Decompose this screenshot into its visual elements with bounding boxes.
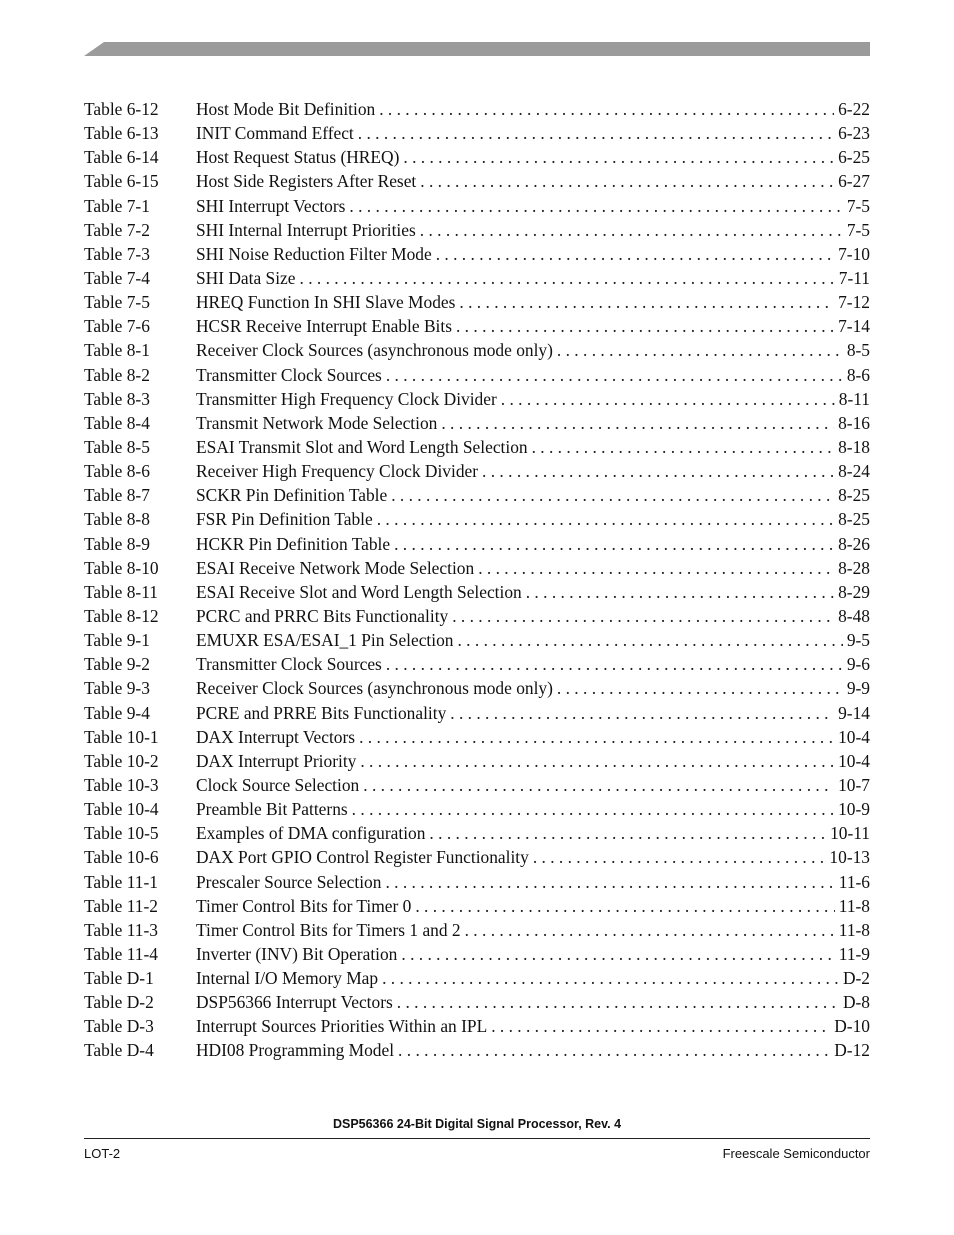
toc-page-number: 8-11 (838, 388, 870, 409)
footer-page-number: LOT-2 (84, 1146, 121, 1161)
toc-page-number: D-12 (834, 1040, 870, 1061)
toc-dot-leader (526, 580, 834, 604)
toc-page-number: 10-13 (829, 847, 870, 868)
toc-entry[interactable] (84, 290, 870, 314)
toc-page-number: D-8 (842, 992, 870, 1013)
toc-dot-leader (385, 870, 834, 894)
toc-entry[interactable] (84, 580, 870, 604)
toc-table-number: Table 9-3 (84, 678, 150, 699)
toc-dot-leader (420, 169, 834, 193)
toc-table-number: Table D-2 (84, 992, 154, 1013)
toc-page-number: 7-12 (838, 292, 870, 313)
toc-table-title: Timer Control Bits for Timer 0 (196, 895, 412, 916)
toc-entry[interactable] (84, 387, 870, 411)
toc-table-number: Table 8-1 (84, 340, 150, 361)
toc-table-title: DAX Port GPIO Control Register Functionality (196, 847, 529, 868)
toc-dot-leader (403, 145, 834, 169)
toc-page-number: 9-6 (846, 654, 870, 675)
toc-dot-leader (377, 507, 834, 531)
footer-company: Freescale Semiconductor (722, 1146, 870, 1161)
toc-entry[interactable] (84, 1038, 870, 1062)
toc-dot-leader (352, 797, 834, 821)
toc-page-number: 9-5 (846, 630, 870, 651)
toc-page-number: 7-10 (838, 243, 870, 264)
toc-page-number: 7-5 (846, 219, 870, 240)
toc-dot-leader (465, 918, 835, 942)
toc-table-title: Preamble Bit Patterns (196, 799, 348, 820)
toc-table-number: Table D-1 (84, 968, 154, 989)
toc-entry[interactable] (84, 121, 870, 145)
toc-dot-leader (456, 314, 834, 338)
toc-dot-leader (478, 556, 834, 580)
toc-dot-leader (533, 845, 826, 869)
toc-dot-leader (386, 363, 843, 387)
toc-page-number: 8-25 (838, 485, 870, 506)
toc-entry[interactable] (84, 652, 870, 676)
toc-dot-leader (349, 194, 842, 218)
toc-table-title: SHI Internal Interrupt Priorities (196, 219, 416, 240)
toc-table-number: Table 11-2 (84, 895, 158, 916)
toc-entry[interactable] (84, 363, 870, 387)
toc-dot-leader (450, 701, 834, 725)
toc-page-number: 8-29 (838, 581, 870, 602)
toc-dot-leader (394, 532, 834, 556)
toc-dot-leader (452, 604, 834, 628)
toc-table-number: Table 10-6 (84, 847, 159, 868)
toc-entry[interactable] (84, 725, 870, 749)
toc-dot-leader (557, 338, 843, 362)
toc-table-title: DAX Interrupt Priority (196, 750, 357, 771)
toc-table-number: Table 8-6 (84, 461, 150, 482)
toc-table-number: Table 8-12 (84, 605, 159, 626)
toc-page-number: 9-9 (846, 678, 870, 699)
toc-dot-leader (382, 966, 839, 990)
toc-page-number: 8-28 (838, 557, 870, 578)
toc-table-title: SHI Data Size (196, 267, 296, 288)
toc-entry[interactable] (84, 749, 870, 773)
toc-entry[interactable] (84, 966, 870, 990)
toc-page-number: 6-22 (838, 99, 870, 119)
toc-table-title: ESAI Receive Slot and Word Length Selection (196, 581, 522, 602)
toc-table-title: DSP56366 Interrupt Vectors (196, 992, 393, 1013)
toc-entry[interactable] (84, 194, 870, 218)
toc-table-number: Table 10-3 (84, 774, 159, 795)
toc-table-number: Table 10-1 (84, 726, 159, 747)
toc-page-number: 7-14 (838, 316, 870, 337)
toc-entry[interactable] (84, 918, 870, 942)
toc-table-title: DAX Interrupt Vectors (196, 726, 356, 747)
toc-table-title: Receiver Clock Sources (asynchronous mode only) (196, 678, 553, 699)
toc-table-number: Table 7-5 (84, 292, 150, 313)
toc-entry[interactable] (84, 266, 870, 290)
toc-entry[interactable] (84, 97, 870, 121)
toc-page-number: 6-23 (838, 123, 870, 144)
toc-entry[interactable] (84, 676, 870, 700)
toc-dot-leader (457, 628, 842, 652)
toc-dot-leader (363, 773, 834, 797)
toc-page-number: 10-7 (838, 774, 870, 795)
toc-table-title: Examples of DMA configuration (196, 823, 426, 844)
toc-table-title: SHI Noise Reduction Filter Mode (196, 243, 432, 264)
toc-table-title: Transmitter Clock Sources (196, 654, 382, 675)
toc-entry[interactable] (84, 507, 870, 531)
toc-page-number: 8-26 (838, 533, 870, 554)
toc-dot-leader (441, 411, 834, 435)
toc-table-number: Table 7-3 (84, 243, 150, 264)
toc-table-title: Host Mode Bit Definition (196, 99, 376, 119)
toc-page-number: 9-14 (838, 702, 870, 723)
toc-dot-leader (415, 894, 834, 918)
toc-entry[interactable] (84, 990, 870, 1014)
toc-table-number: Table 9-1 (84, 630, 150, 651)
toc-table-number: Table 6-13 (84, 123, 159, 144)
toc-table-number: Table D-3 (84, 1016, 154, 1037)
toc-table-title: ESAI Receive Network Mode Selection (196, 557, 475, 578)
toc-table-title: Receiver Clock Sources (asynchronous mode only) (196, 340, 553, 361)
toc-entry[interactable] (84, 821, 870, 845)
toc-table-number: Table 8-5 (84, 436, 150, 457)
toc-entry[interactable] (84, 411, 870, 435)
toc-dot-leader (491, 1014, 830, 1038)
toc-table-number: Table 8-3 (84, 388, 150, 409)
toc-table-number: Table 8-10 (84, 557, 159, 578)
toc-dot-leader (420, 218, 843, 242)
toc-table-number: Table D-4 (84, 1040, 154, 1061)
toc-table-title: HREQ Function In SHI Slave Modes (196, 292, 456, 313)
toc-dot-leader (532, 435, 835, 459)
toc-table-title: SHI Interrupt Vectors (196, 195, 346, 216)
toc-table-title: PCRC and PRRC Bits Functionality (196, 605, 449, 626)
toc-page-number: 8-18 (838, 436, 870, 457)
toc-dot-leader (397, 990, 839, 1014)
toc-entry[interactable] (84, 870, 870, 894)
toc-table-title: Transmitter High Frequency Clock Divider (196, 388, 497, 409)
toc-table-number: Table 8-4 (84, 412, 150, 433)
toc-dot-leader (429, 821, 826, 845)
toc-entry[interactable] (84, 556, 870, 580)
toc-dot-leader (300, 266, 835, 290)
toc-dot-leader (386, 652, 843, 676)
toc-entry[interactable] (84, 338, 870, 362)
toc-table-title: Transmit Network Mode Selection (196, 412, 438, 433)
toc-dot-leader (360, 749, 834, 773)
toc-entry[interactable] (84, 218, 870, 242)
toc-table-number: Table 11-4 (84, 943, 158, 964)
toc-table-title: Prescaler Source Selection (196, 871, 382, 892)
toc-table-number: Table 6-12 (84, 99, 159, 119)
toc-table-number: Table 8-11 (84, 581, 158, 602)
toc-table-title: Transmitter Clock Sources (196, 364, 382, 385)
toc-page-number: 8-16 (838, 412, 870, 433)
toc-page-number: 11-6 (838, 871, 870, 892)
toc-page-number: 8-24 (838, 461, 870, 482)
toc-page-number: 6-25 (838, 147, 870, 168)
toc-table-title: Receiver High Frequency Clock Divider (196, 461, 479, 482)
toc-table-number: Table 9-2 (84, 654, 150, 675)
toc-page-number: 7-5 (846, 195, 870, 216)
toc-page-number: 8-48 (838, 605, 870, 626)
list-of-tables (84, 97, 870, 1063)
toc-dot-leader (459, 290, 834, 314)
toc-page-number: 10-11 (830, 823, 870, 844)
toc-dot-leader (359, 725, 834, 749)
toc-page-number: 8-5 (846, 340, 870, 361)
toc-table-number: Table 10-4 (84, 799, 159, 820)
toc-table-number: Table 8-8 (84, 509, 150, 530)
toc-dot-leader (557, 676, 843, 700)
toc-table-number: Table 8-9 (84, 533, 150, 554)
toc-table-title: Timer Control Bits for Timers 1 and 2 (196, 919, 461, 940)
toc-dot-leader (358, 121, 834, 145)
toc-page-number: 11-8 (838, 895, 870, 916)
toc-entry[interactable] (84, 169, 870, 193)
toc-table-number: Table 6-15 (84, 171, 159, 192)
toc-entry[interactable] (84, 628, 870, 652)
footer-divider (84, 1138, 870, 1139)
toc-page-number: 8-25 (838, 509, 870, 530)
toc-page-number: 10-4 (838, 726, 870, 747)
toc-table-number: Table 7-6 (84, 316, 150, 337)
toc-table-title: FSR Pin Definition Table (196, 509, 373, 530)
toc-entry[interactable] (84, 242, 870, 266)
toc-table-title: SCKR Pin Definition Table (196, 485, 388, 506)
toc-table-title: PCRE and PRRE Bits Functionality (196, 702, 447, 723)
toc-table-title: HCKR Pin Definition Table (196, 533, 391, 554)
toc-entry[interactable] (84, 894, 870, 918)
toc-page-number: D-2 (842, 968, 870, 989)
toc-page-number: 10-9 (838, 799, 870, 820)
toc-table-number: Table 6-14 (84, 147, 159, 168)
toc-entry[interactable] (84, 942, 870, 966)
toc-entry[interactable] (84, 797, 870, 821)
toc-entry[interactable] (84, 145, 870, 169)
toc-dot-leader (398, 1038, 830, 1062)
toc-dot-leader (401, 942, 834, 966)
toc-entry[interactable] (84, 435, 870, 459)
footer-document-title: DSP56366 24-Bit Digital Signal Processor, Rev. 4 (332, 1117, 622, 1131)
toc-page-number: D-10 (834, 1016, 870, 1037)
toc-table-title: Inverter (INV) Bit Operation (196, 943, 398, 964)
header-bar (84, 42, 870, 56)
toc-entry[interactable] (84, 483, 870, 507)
toc-table-number: Table 7-4 (84, 267, 150, 288)
toc-dot-leader (379, 97, 834, 121)
toc-table-title: Interrupt Sources Priorities Within an IPL (196, 1016, 488, 1037)
toc-entry[interactable] (84, 773, 870, 797)
toc-table-number: Table 9-4 (84, 702, 150, 723)
toc-table-title: Host Side Registers After Reset (196, 171, 417, 192)
toc-page-number: 10-4 (838, 750, 870, 771)
toc-table-number: Table 10-2 (84, 750, 159, 771)
toc-dot-leader (391, 483, 834, 507)
toc-table-title: Internal I/O Memory Map (196, 968, 379, 989)
toc-table-title: EMUXR ESA/ESAI_1 Pin Selection (196, 630, 454, 651)
toc-page-number: 8-6 (846, 364, 870, 385)
toc-table-title: INIT Command Effect (196, 123, 354, 144)
toc-table-number: Table 10-5 (84, 823, 159, 844)
toc-entry[interactable] (84, 604, 870, 628)
toc-table-number: Table 11-1 (84, 871, 158, 892)
toc-page-number: 7-11 (838, 267, 870, 288)
toc-entry[interactable] (84, 845, 870, 869)
toc-table-title: HCSR Receive Interrupt Enable Bits (196, 316, 452, 337)
toc-entry[interactable] (84, 314, 870, 338)
toc-table-number: Table 11-3 (84, 919, 158, 940)
toc-dot-leader (501, 387, 835, 411)
toc-page-number: 11-8 (838, 919, 870, 940)
toc-table-title: Host Request Status (HREQ) (196, 147, 400, 168)
toc-table-title: Clock Source Selection (196, 774, 360, 795)
toc-entry[interactable] (84, 701, 870, 725)
toc-entry[interactable] (84, 459, 870, 483)
toc-table-title: ESAI Transmit Slot and Word Length Selection (196, 436, 528, 457)
toc-page-number: 11-9 (838, 943, 870, 964)
toc-table-number: Table 7-2 (84, 219, 150, 240)
toc-table-number: Table 8-7 (84, 485, 150, 506)
toc-dot-leader (482, 459, 834, 483)
toc-table-number: Table 8-2 (84, 364, 150, 385)
toc-table-number: Table 7-1 (84, 195, 150, 216)
toc-entry[interactable] (84, 1014, 870, 1038)
toc-entry[interactable] (84, 532, 870, 556)
toc-page-number: 6-27 (838, 171, 870, 192)
toc-dot-leader (436, 242, 834, 266)
toc-table-title: HDI08 Programming Model (196, 1040, 395, 1061)
